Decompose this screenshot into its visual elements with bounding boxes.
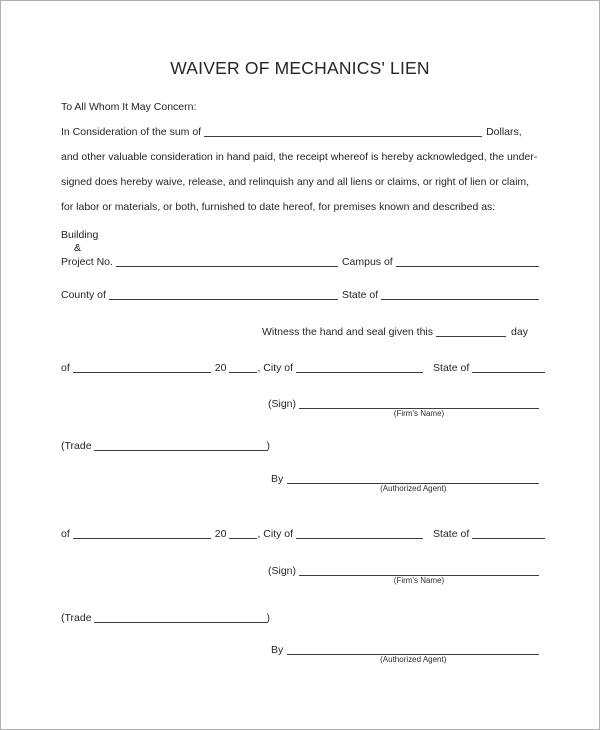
- state-blank-2[interactable]: [472, 528, 545, 539]
- paragraph-line-3: signed does hereby waive, release, and relinquish any and all liens or claims, or right of lien or claim,: [61, 176, 530, 188]
- state-blank[interactable]: [381, 289, 539, 300]
- salutation: To All Whom It May Concern:: [61, 101, 197, 113]
- trade-close-paren-2: ): [266, 612, 271, 624]
- form-title: WAIVER OF MECHANICS' LIEN: [170, 58, 430, 78]
- date-place-row-1: [61, 362, 545, 375]
- year-prefix-1: 20: [214, 362, 227, 374]
- by-row-2: [271, 644, 539, 664]
- by-label-1: By: [271, 473, 284, 485]
- agent-signature-line-1[interactable]: [287, 473, 539, 493]
- county-row: [61, 289, 539, 302]
- campus-of-label: Campus of: [341, 256, 393, 268]
- sum-clause-text: In Consideration of the sum of: [61, 126, 202, 138]
- of-month-blank-1[interactable]: [73, 362, 211, 373]
- trade-label-2: (Trade: [61, 612, 92, 624]
- of-month-blank-2[interactable]: [73, 528, 211, 539]
- project-row: [61, 256, 539, 269]
- city-of-label-2: , City of: [257, 528, 294, 540]
- witness-day-blank[interactable]: [436, 326, 506, 337]
- firms-name-caption-2: (Firm's Name): [393, 576, 445, 585]
- trade-close-paren-1: ): [266, 440, 271, 452]
- dollars-text: Dollars,: [486, 126, 522, 138]
- sign-row-1: [268, 398, 539, 418]
- trade-row-2: [61, 612, 270, 625]
- paragraph-line-4: for labor or materials, or both, furnished to date hereof, for premises known and described as:: [61, 201, 496, 213]
- state-blank-1[interactable]: [472, 362, 545, 373]
- paragraph-line-2: and other valuable consideration in hand paid, the receipt whereof is hereby acknowledged, the under-: [61, 151, 538, 163]
- building-label: Building: [61, 229, 99, 241]
- sign-row-2: [268, 565, 539, 585]
- year-prefix-2: 20: [214, 528, 227, 540]
- authorized-agent-caption-2: (Authorized Agent): [380, 655, 447, 664]
- trade-blank-1[interactable]: [94, 440, 267, 451]
- witness-clause-text: Witness the hand and seal given this: [262, 326, 434, 338]
- county-blank[interactable]: [109, 289, 338, 300]
- of-label-2: of: [61, 528, 70, 540]
- county-of-label: County of: [61, 289, 106, 301]
- state-of-label: State of: [341, 289, 379, 301]
- project-no-label: Project No.: [61, 256, 113, 268]
- ampersand-label: &: [74, 242, 82, 254]
- by-label-2: By: [271, 644, 284, 656]
- sign-label-2: (Sign): [268, 565, 297, 577]
- city-blank-2[interactable]: [296, 528, 423, 539]
- day-label: day: [511, 326, 528, 338]
- state-of-label-2: State of: [433, 528, 470, 540]
- trade-row-1: [61, 440, 270, 453]
- agent-signature-line-2[interactable]: [287, 644, 539, 664]
- witness-row: [262, 326, 528, 339]
- trade-blank-2[interactable]: [94, 612, 267, 623]
- firm-signature-line-1[interactable]: [299, 398, 539, 418]
- campus-blank[interactable]: [396, 256, 539, 267]
- trade-label-1: (Trade: [61, 440, 92, 452]
- sign-label-1: (Sign): [268, 398, 297, 410]
- project-no-blank[interactable]: [116, 256, 338, 267]
- year-blank-2[interactable]: [229, 528, 257, 539]
- sum-amount-blank[interactable]: [204, 126, 482, 137]
- of-label-1: of: [61, 362, 70, 374]
- firms-name-caption-1: (Firm's Name): [393, 409, 445, 418]
- year-blank-1[interactable]: [229, 362, 257, 373]
- date-place-row-2: [61, 528, 545, 541]
- authorized-agent-caption-1: (Authorized Agent): [380, 484, 447, 493]
- state-of-label-1: State of: [433, 362, 470, 374]
- by-row-1: [271, 473, 539, 493]
- firm-signature-line-2[interactable]: [299, 565, 539, 585]
- city-of-label-1: , City of: [257, 362, 294, 374]
- paragraph-line-1: [61, 126, 522, 139]
- city-blank-1[interactable]: [296, 362, 423, 373]
